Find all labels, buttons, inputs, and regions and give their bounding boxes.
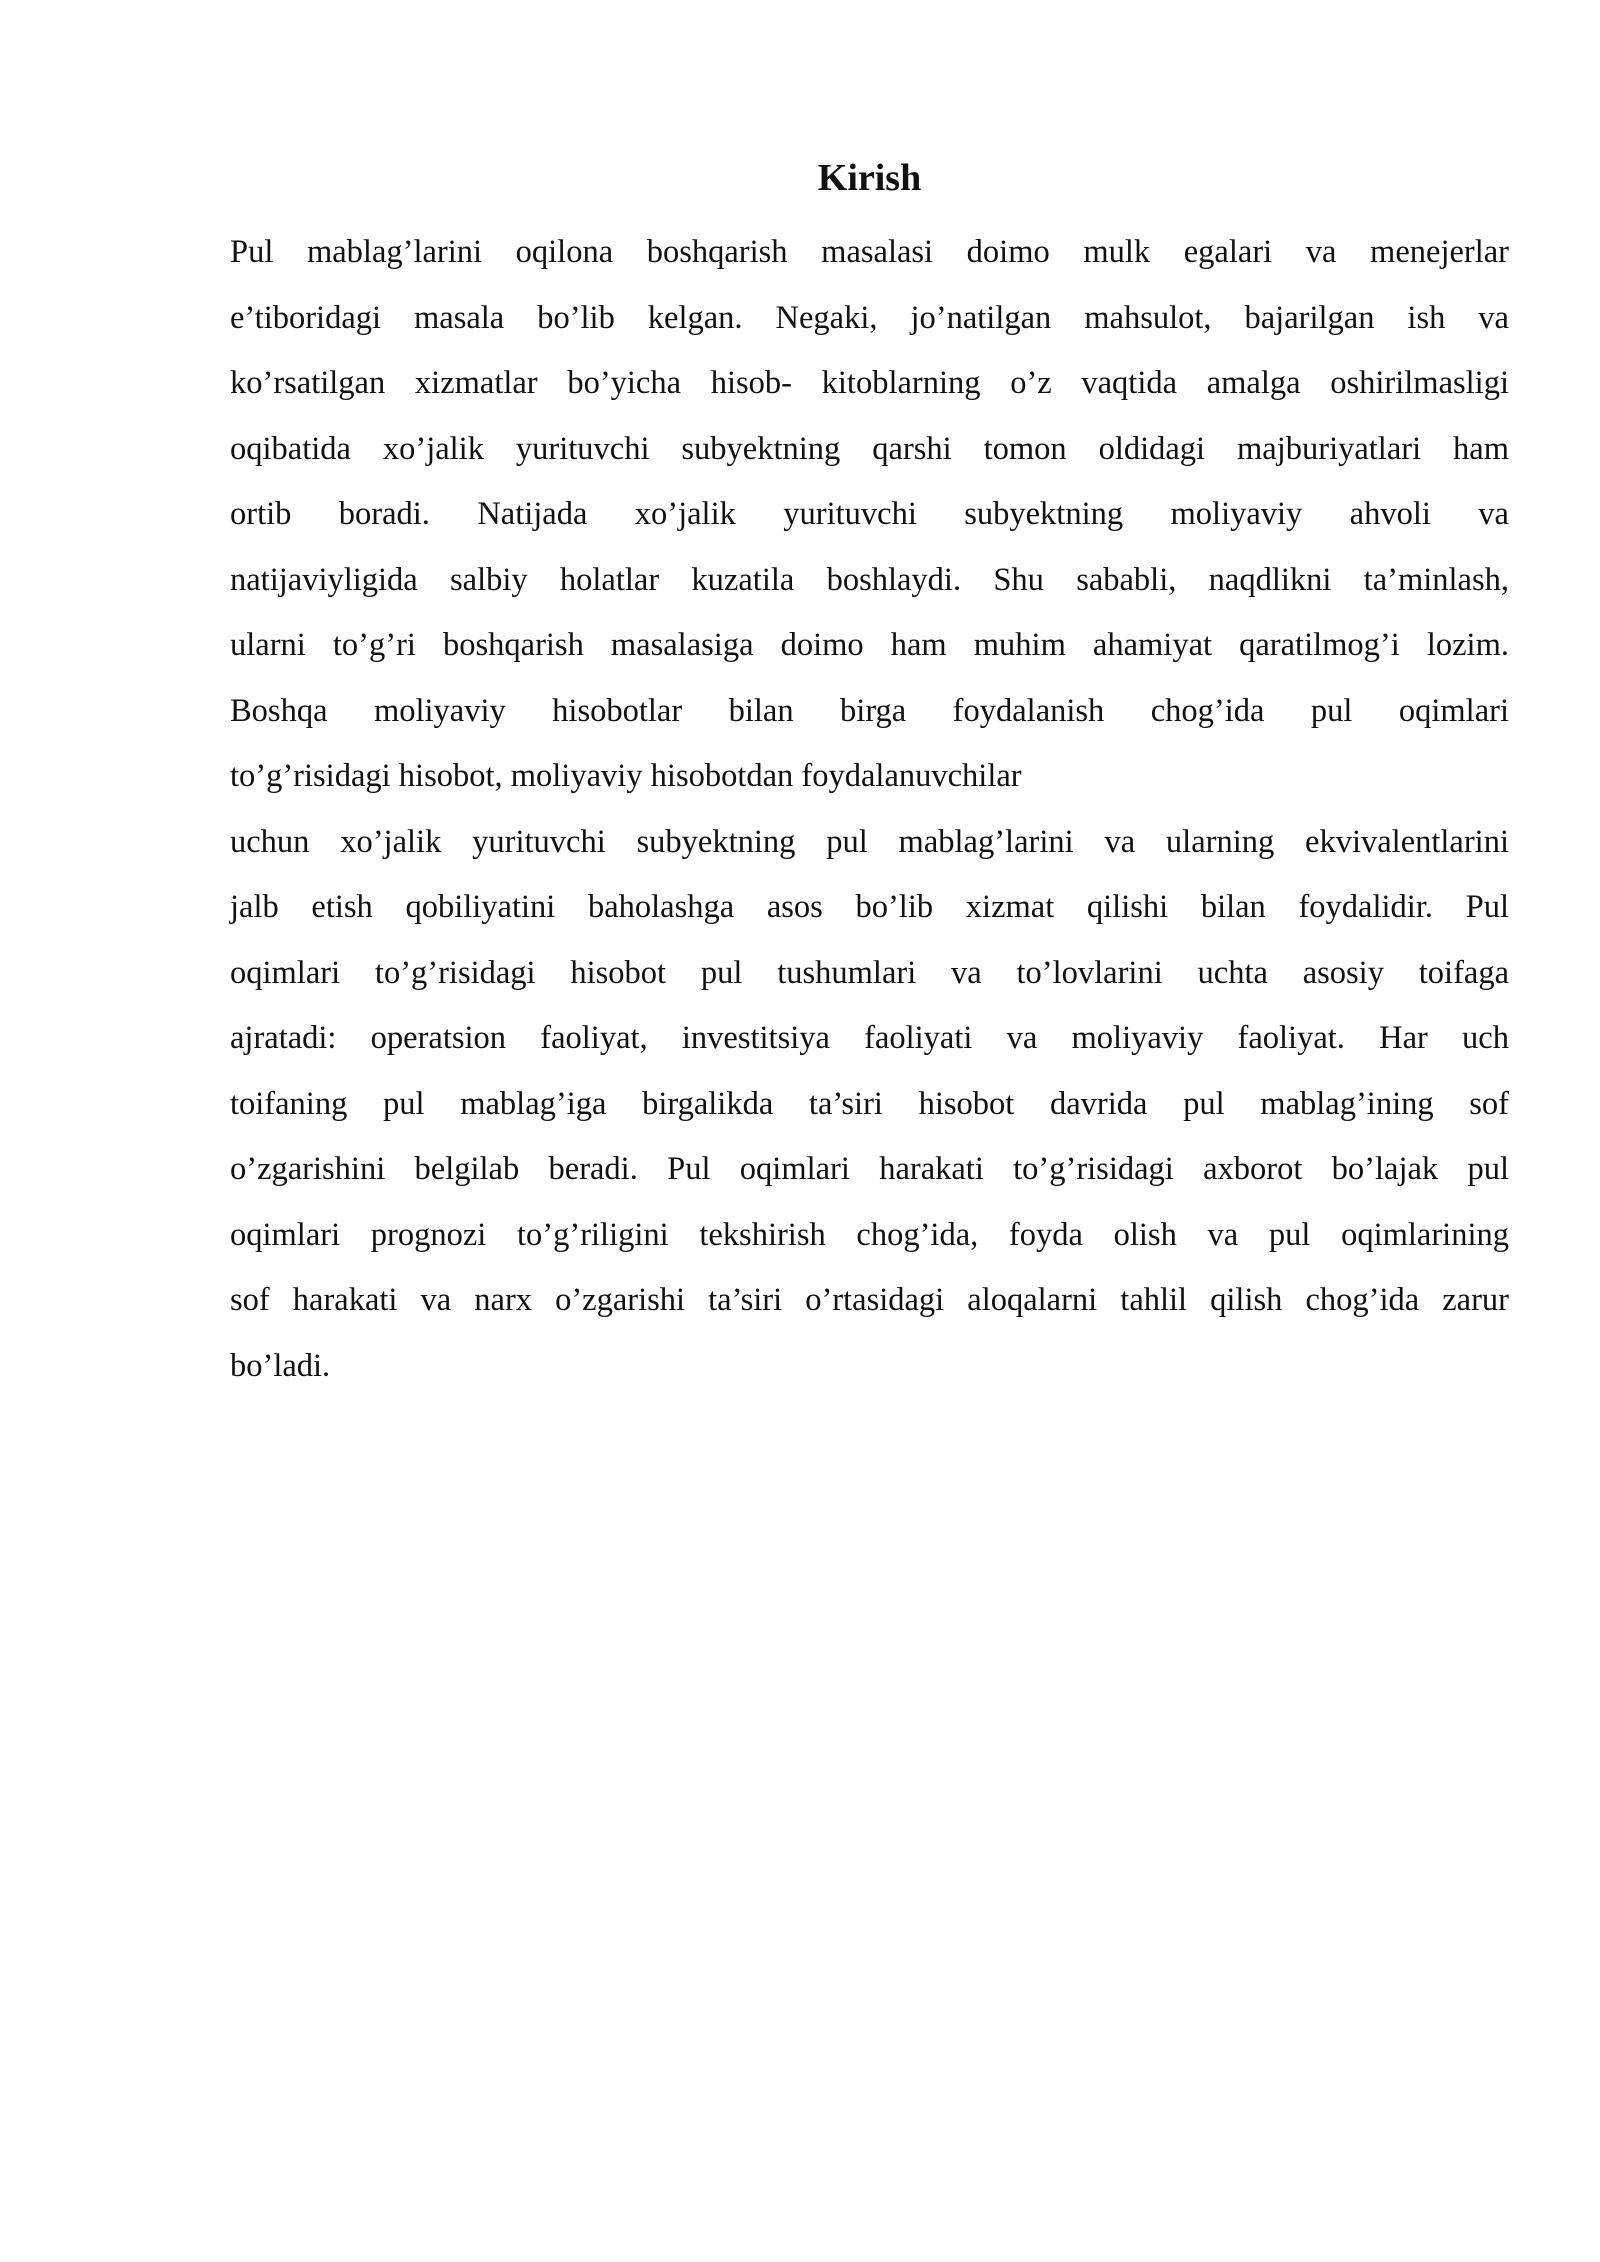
body-paragraph <box>230 220 1509 1399</box>
text-line: jalb etish qobiliyatini baholashga asos bo’lib xizmat qilishi bilan foydalidir. Pul <box>230 889 1509 925</box>
text-line: Boshqa moliyaviy hisobotlar bilan birga foydalanish chog’ida pul oqimlari <box>230 692 1509 729</box>
text-line: natijaviyligida salbiy holatlar kuzatila boshlaydi. Shu sababli, naqdlikni ta’minlash, <box>230 561 1509 598</box>
text-line: e’tiboridagi masala bo’lib kelgan. Negaki, jo’natilgan mahsulot, bajarilgan ish va <box>230 299 1509 336</box>
text-line: ko’rsatilgan xizmatlar bo’yicha hisob- kitoblarning o’z vaqtida amalga oshirilmasligi <box>230 365 1509 401</box>
text-line: to’g’risidagi hisobot, moliyaviy hisobotdan foydalanuvchilar <box>230 758 1022 794</box>
text-line: oqibatida xo’jalik yurituvchi subyektning qarshi tomon oldidagi majburiyatlari ham <box>230 430 1509 467</box>
text-line: o’zgarishini belgilab beradi. Pul oqimlari harakati to’g’risidagi axborot bo’lajak pul <box>230 1151 1509 1187</box>
text-line: ortib boradi. Natijada xo’jalik yurituvchi subyektning moliyaviy ahvoli va <box>230 496 1509 532</box>
text-line: oqimlari prognozi to’g’riligini tekshirish chog’ida, foyda olish va pul oqimlarining <box>230 1216 1509 1253</box>
text-line: ularni to’g’ri boshqarish masalasiga doimo ham muhim ahamiyat qaratilmog’i lozim. <box>230 627 1509 663</box>
text-line: toifaning pul mablag’iga birgalikda ta’siri hisobot davrida pul mablag’ining sof <box>230 1085 1509 1122</box>
text-line: oqimlari to’g’risidagi hisobot pul tushumlari va to’lovlarini uchta asosiy toifaga <box>230 954 1509 991</box>
text-line: Pul mablag’larini oqilona boshqarish masalasi doimo mulk egalari va menejerlar <box>230 234 1509 270</box>
text-line: ajratadi: operatsion faoliyat, investitsiya faoliyati va moliyaviy faoliyat. Har uch <box>230 1020 1509 1056</box>
page-title: Kirish <box>817 157 922 199</box>
text-line: uchun xo’jalik yurituvchi subyektning pul mablag’larini va ularning ekvivalentlarini <box>230 823 1509 860</box>
text-line: bo’ladi. <box>230 1347 331 1384</box>
text-line: sof harakati va narx o’zgarishi ta’siri o’rtasidagi aloqalarni tahlil qilish chog’ida zarur <box>230 1282 1509 1318</box>
